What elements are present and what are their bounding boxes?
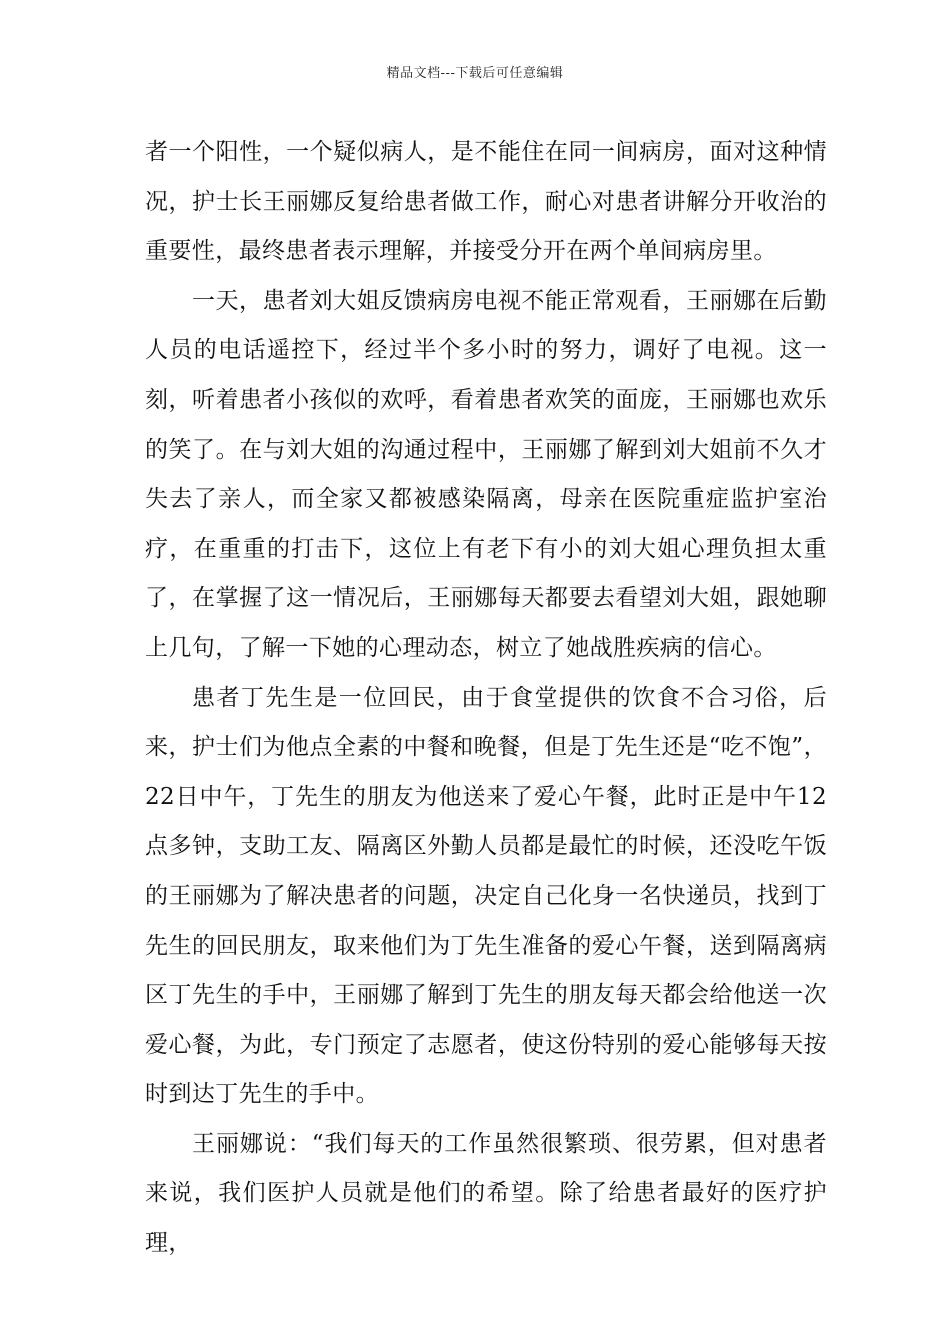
paragraph-4: 王丽娜说：“我们每天的工作虽然很繁琐、很劳累，但对患者来说，我们医护人员就是他们的希望。除了给患者最好的医疗护理，: [145, 1130, 827, 1257]
body-text: [145, 128, 827, 1269]
paragraph-3: 患者丁先生是一位回民，由于食堂提供的饮食不合习俗，后来，护士们为他点全素的中餐和晚餐，但是丁先生还是“吃不饱”，22日中午，丁先生的朋友为他送来了爱心午餐，此时正是中午12点多钟，支助工友、隔离区外勤人员都是最忙的时候，还没吃午饭的王丽娜为了解决患者的问题，决定自己化身一名快递员，找到丁先生的回民朋友，取来他们为丁先生准备的爱心午餐，送到隔离病区丁先生的手中，王丽娜了解到丁先生的朋友每天都会给他送一次爱心餐，为此，专门预定了志愿者，使这份特别的爱心能够每天按时到达丁先生的手中。: [145, 684, 827, 1108]
page-header: 精品文档---下载后可任意编辑: [386, 66, 564, 81]
paragraph-2: 一天，患者刘大姐反馈病房电视不能正常观看，王丽娜在后勤人员的电话遥控下，经过半个多小时的努力，调好了电视。这一刻，听着患者小孩似的欢呼，看着患者欢笑的面庞，王丽娜也欢乐的笑了。在与刘大姐的沟通过程中，王丽娜了解到刘大姐前不久才失去了亲人，而全家又都被感染隔离，母亲在医院重症监护室治疗，在重重的打击下，这位上有老下有小的刘大姐心理负担太重了，在掌握了这一情况后，王丽娜每天都要去看望刘大姐，跟她聊上几句，了解一下她的心理动态，树立了她战胜疾病的信心。: [145, 287, 827, 661]
paragraph-1: 者一个阳性，一个疑似病人，是不能住在同一间病房，面对这种情况，护士长王丽娜反复给患者做工作，耐心对患者讲解分开收治的重要性，最终患者表示理解，并接受分开在两个单间病房里。: [145, 139, 827, 265]
